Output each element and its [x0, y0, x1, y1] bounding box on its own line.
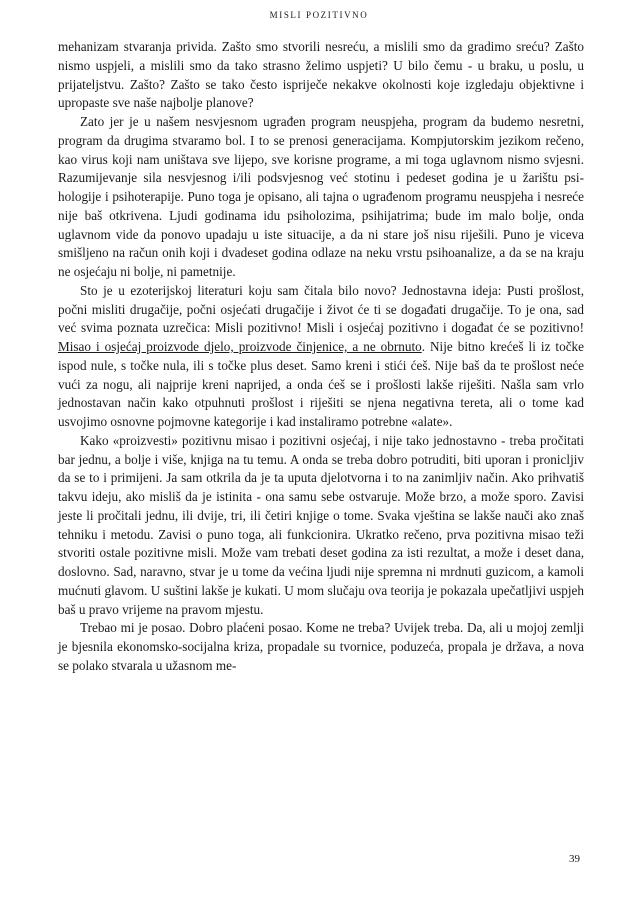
- paragraph-1: [58, 38, 584, 113]
- paragraph-2-text: Zato jer je u našem nesvjesnom ugrađen program neuspjeha, program da budemo nesretni, program da drugima stvaramo bol. I to se prenosi generacijama. Kompjutorskim jezikom rečeno, kao virus koji nam uništava sve lijepo, sve korisne programe, a mi toga uglavnom nismo svjesni. Razumijevanje sila nesvjesnog i/ili podsvjesnog već stotinu i pedeset godina je u žarištu psihologije i psihoterapije. Puno toga je opisano, ali tajna o ugrađenom programu neuspjeha i nesreće nije baš otkrivena. Ljudi godinama idu psiholozima, psihijatrima; bude im malo bolje, onda uglavnom vide da ponovo upadaju u iste situacije, a da ni stare još nisu riješili. Puno je viceva smišljeno na račun onih koji i dvadeset godina odlaze na neku vrstu psihoanalize, a da se na kraju ne osjećaju ni bolje, ni pametnije.: [58, 114, 584, 279]
- paragraph-4: [58, 432, 584, 620]
- paragraph-5-text: Trebao mi je posao. Dobro plaćeni posao. Kome ne treba? Uvijek treba. Da, ali u mojoj zemlji je bjesnila ekonomsko-socijalna kriza, propadale su tvornice, poduzeća, propala je država, a nova se polako stvarala u užasnom me-: [58, 620, 584, 673]
- paragraph-1-text: mehanizam stvaranja privida. Zašto smo stvorili nesreću, a mislili smo da gradimo sreću? Zašto nismo uspjeli, a mislili smo da tako strasno želimo uspjeti? U bilo čemu - u braku, u poslu, u prijateljstvu. Zašto? Zašto se tako često ispriječe nekakve okolnosti koje izgledaju objektivne i upropaste sve naše najbolje planove?: [58, 39, 584, 111]
- paragraph-3-text-a: Sto je u ezoterijskoj literaturi koju sam čitala bilo novo? Jednostavna ideja: Pusti prošlost, počni misliti drugačije, počni osjećati drugačije i život će ti se događati drugačije. To je ona, sad već svima poznata uzrečica: Misli pozitivno! Misli i osjećaj pozitivno i događat će se pozitivno!: [58, 282, 584, 336]
- paragraph-2: [58, 113, 584, 282]
- running-header: MISLI POZITIVNO: [269, 10, 369, 20]
- paragraph-4-text: Kako «proizvesti» pozitivnu misao i pozitivni osjećaj, i nije tako jednostavno - treba pročitati bar jednu, a bolje i više, knjiga na tu temu. A onda se treba dobro potruditi, biti uporan i pronicljiv da se to i primijeni. Ja sam otkrila da je ta uputa djelotvorna i to na zanimljiv način. Ako prihvatiš takvu ideju, ako misliš da je istinita - ona samu sebe ostvaruje. Može brzo, a može sporo. Zavisi jeste li pročitali jednu, ili dvije, tri, ili četiri knjige o tome. Svaka vještina se lakše nauči ako znaš tehniku i metodu. Zavisi o puno toga, ali funkcionira. Ukratko rečeno, prva pozitivna misao teži stvoriti ostale pozitivne misli. Može vam trebati deset godina za isti rezultat, a može i deset dana, doslovno. Sad, naravno, stvar je u tome da većina ljudi nije spremna ni mrdnuti guzicom, a kamoli mućnuti glavom. U suštini lakše je kukati. U mom slučaju ova teorija je pokazala upečatljivi uspjeh baš u pravo vrijeme na pravom mjestu.: [58, 432, 584, 617]
- body-text: [58, 38, 584, 676]
- paragraph-3-text-b: . Nije bitno krećeš li iz točke ispod nule, s točke nula, ili s točke plus deset. Samo kreni i stići ćeš. Nije baš da te prošlost neće vući za nogu, ali najprije kreni naprijed, a onda ćeš se i prošlosti lakše riješiti. Našla sam vrlo jednostavan način kako otpuhnuti prošlost i riješiti se njena negativna tereta, ali o tome kad usvojimo osnovne pojmovne kategorije i kad instaliramo potrebne «alate».: [58, 339, 584, 429]
- underlined-quote: Misao i osjećaj proizvode djelo, proizvode činjenice, a ne obrnuto: [58, 339, 422, 354]
- page-number: 39: [569, 853, 580, 865]
- paragraph-3: [58, 282, 584, 432]
- paragraph-5: [58, 619, 584, 675]
